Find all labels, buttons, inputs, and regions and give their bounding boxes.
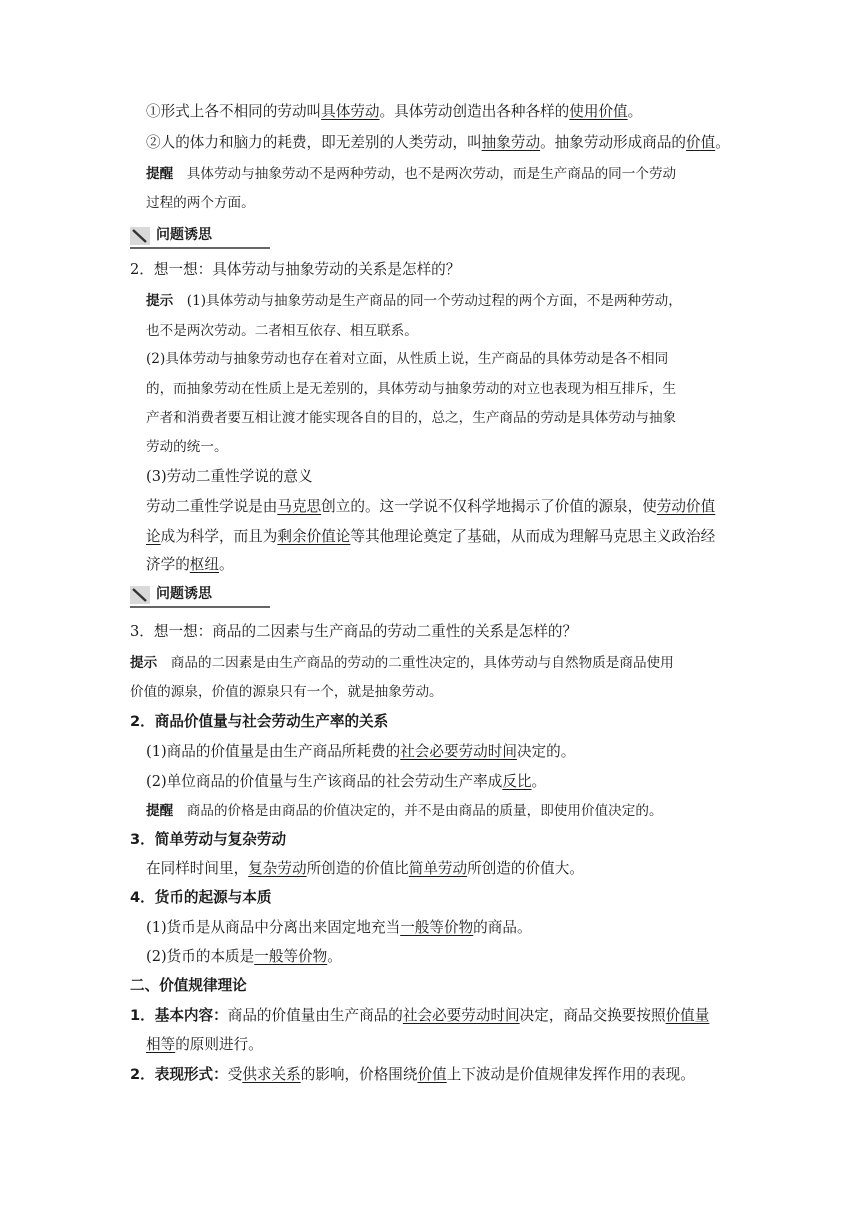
hint-label: 提示	[146, 293, 174, 309]
text-line: 的，而抽象劳动在性质上是无差别的，具体劳动与抽象劳动的对立也表现为相互排斥，生	[146, 381, 677, 397]
text-line: (3)劳动二重性学说的意义	[146, 468, 313, 485]
text-line: 在同样时间里，复杂劳动所创造的价值比简单劳动所创造的价值大。	[146, 860, 584, 877]
text-line: 产者和消费者要互相让渡才能实现各自的目的，总之，生产商品的劳动是具体劳动与抽象	[146, 410, 677, 426]
section-heading: 二、价值规律理论	[130, 977, 247, 994]
answer-blank: 一般等价物	[400, 919, 474, 936]
question-line: 3．想一想：商品的二因素与生产商品的劳动二重性的关系是怎样的？	[130, 623, 578, 640]
section-marker-icon	[130, 227, 150, 245]
answer-blank: 一般等价物	[254, 948, 328, 965]
section-header-wenti-1	[130, 223, 270, 249]
answer-blank: 使用价值	[569, 103, 628, 120]
text-line: (1)商品的价值量是由生产商品所耗费的社会必要劳动时间决定的。	[146, 743, 576, 760]
reminder-note: 提醒 商品的价格是由商品的价值决定的，并不是由商品的质量，即使用价值决定的。	[146, 803, 663, 819]
subheading: 4．货币的起源与本质	[130, 889, 272, 906]
answer-blank: 价值	[417, 1066, 447, 1083]
reminder-label: 提醒	[146, 803, 174, 819]
answer-blank: 相等	[146, 1036, 176, 1053]
text-line: 劳动的统一。	[146, 439, 228, 455]
text-line: 过程的两个方面。	[146, 195, 255, 211]
text-line: (2)货币的本质是一般等价物。	[146, 948, 342, 965]
answer-blank: 马克思	[277, 498, 322, 515]
answer-blank: 具体劳动	[321, 103, 380, 120]
answer-blank: 简单劳动	[408, 860, 468, 877]
answer-blank: 剩余价值论	[277, 528, 351, 545]
answer-blank: 反比	[502, 773, 532, 790]
answer-blank: 社会必要劳动时间	[400, 743, 517, 760]
text-line: 相等的原则进行。	[146, 1036, 263, 1053]
text-line: (2)具体劳动与抽象劳动也存在着对立面，从性质上说，生产商品的具体劳动是各不相同	[146, 351, 669, 367]
hint-label: 提示	[130, 655, 158, 671]
answer-blank: 枢纽	[189, 556, 219, 573]
text-line: 论成为科学，而且为剩余价值论等其他理论奠定了基础，从而成为理解马克思主义政治经	[146, 528, 716, 545]
answer-blank: 价值	[686, 134, 716, 151]
text-line: ①形式上各不相同的劳动叫具体劳动。具体劳动创造出各种各样的使用价值。	[146, 103, 643, 120]
text-line: 济学的枢纽。	[146, 556, 234, 573]
answer-blank: 复杂劳动	[248, 860, 307, 877]
text-line: 1．基本内容：商品的价值量由生产商品的社会必要劳动时间决定，商品交换要按照价值量	[130, 1007, 710, 1024]
question-line: 2．想一想：具体劳动与抽象劳动的关系是怎样的？	[130, 261, 461, 278]
text-line: 2．表现形式：受供求关系的影响，价格围绕价值上下波动是价值规律发挥作用的表现。	[130, 1066, 695, 1083]
subheading: 3．简单劳动与复杂劳动	[130, 831, 287, 848]
text-line: (2)单位商品的价值量与生产该商品的社会劳动生产率成反比。	[146, 773, 547, 790]
hint-note: 提示 (1)具体劳动与抽象劳动是生产商品的同一个劳动过程的两个方面，不是两种劳动，	[146, 293, 682, 309]
section-rule	[130, 247, 270, 249]
answer-blank: 论	[146, 528, 161, 545]
text-line: 劳动二重性学说是由马克思创立的。这一学说不仅科学地揭示了价值的源泉，使劳动价值	[146, 498, 716, 515]
reminder-note: 提醒 具体劳动与抽象劳动不是两种劳动，也不是两次劳动，而是生产商品的同一个劳动	[146, 166, 677, 182]
text-line: 价值的源泉，价值的源泉只有一个，就是抽象劳动。	[130, 684, 443, 700]
subheading: 2．商品价值量与社会劳动生产率的关系	[130, 713, 389, 730]
answer-blank: 价值量	[665, 1007, 710, 1024]
section-marker-icon	[130, 586, 150, 604]
answer-blank: 抽象劳动	[481, 134, 541, 151]
text-line: 也不是两次劳动。二者相互依存、相互联系。	[146, 323, 418, 339]
reminder-label: 提醒	[146, 166, 174, 182]
text-line: ②人的体力和脑力的耗费，即无差别的人类劳动，叫抽象劳动。抽象劳动形成商品的价值。	[146, 134, 730, 151]
hint-note: 提示 商品的二因素是由生产商品的劳动的二重性决定的，具体劳动与自然物质是商品使用	[130, 655, 674, 671]
answer-blank: 社会必要劳动时间	[402, 1007, 520, 1024]
section-header-wenti-2	[130, 582, 270, 608]
section-title: 问题诱思	[156, 227, 212, 243]
section-rule	[130, 606, 270, 608]
text-line: (1)货币是从商品中分离出来固定地充当一般等价物的商品。	[146, 919, 532, 936]
section-title: 问题诱思	[156, 586, 212, 602]
answer-blank: 劳动价值	[656, 498, 716, 515]
answer-blank: 供求关系	[242, 1066, 301, 1083]
